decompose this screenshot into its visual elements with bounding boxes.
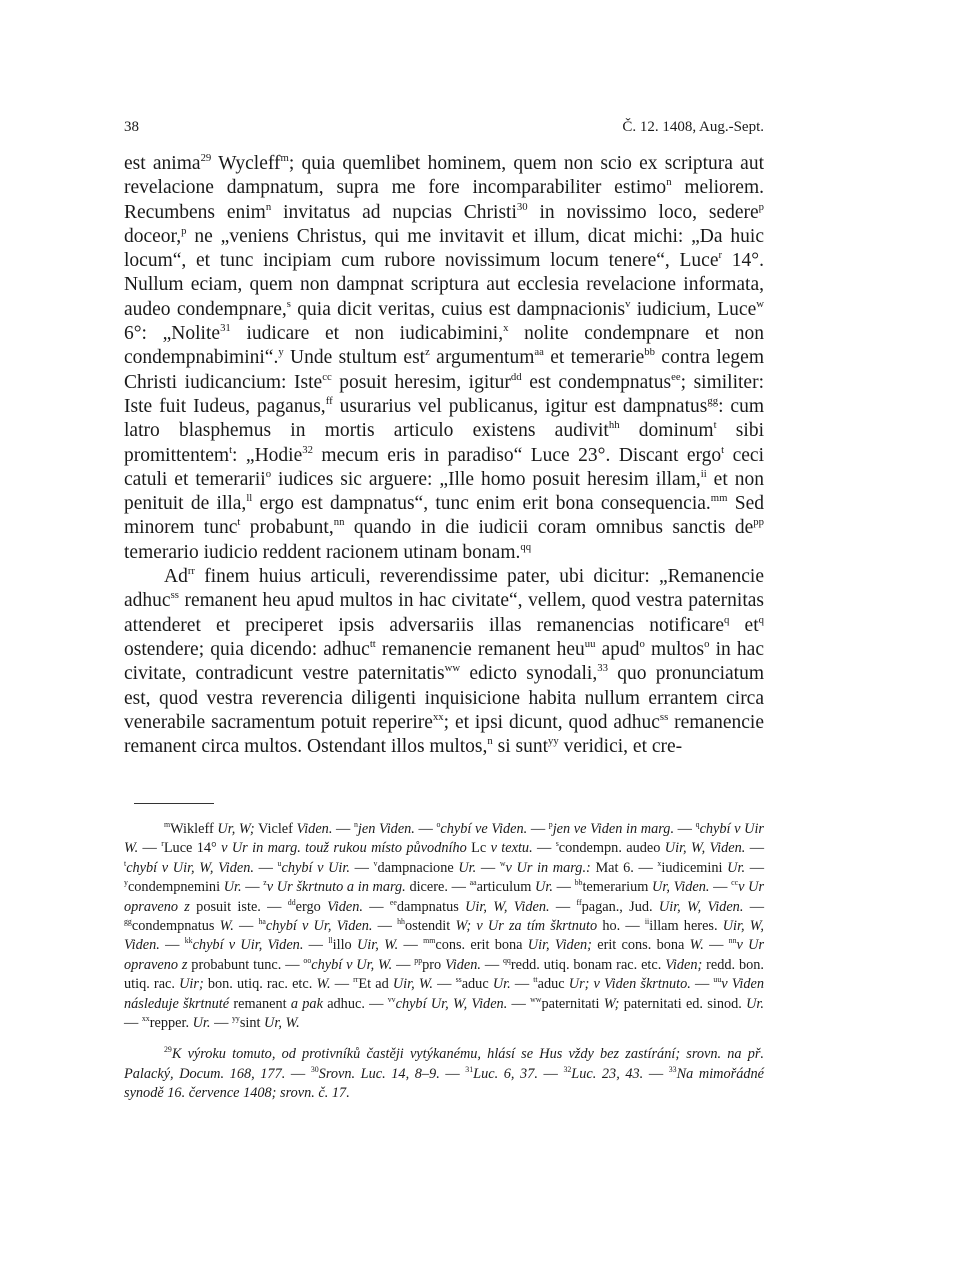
paragraph-1: est anima$^{29}$ Wycleff$^m$; quia quemlibet hominem, quem non scio ex scriptura aut revelacione dampnatum, supra me fore incomparabiliter estimo$^n$ meliorem. Recumbens enim$^n$ invitatus ad nupcias Christi$^{30}$ in novissimo loco, sedere$^p$ doceor,$^p$ ne „veniens Christus, qui me invitavit et illum, dicat michi: „Da huic locum“, et tunc incipiam cum rubore novissimum locum tenere“, Luce$^r$ 14°. Nullum eciam, quem non dampnat scriptura aut ecclesia revelacione informata, audeo condempnare,$^s$ quia dicit veritas, cuius est dampnacionis$^v$ iudicium, Luce$^w$ 6°: „Nolite$^{31}$ iudicare et non iudicabimini,$^x$ nolite condempnare et non condempnabimini“.$^y$ Unde stultum est$^z$ argumentum$^{aa}$ et temerarie$^{bb}$ contra legem Christi iudicancium: Iste$^{cc}$ posuit heresim, igitur$^{dd}$ est condempnatus$^{ee}$; similiter: Iste fuit Iudeus, paganus,$^{ff}$ usurarius vel publicanus, igitur est dampnatus$^{gg}$: cum latro blasphemus in mortis articulo existens audivit$^{hh}$ dominum$^t$ sibi promittentem$^t$: „Hodie$^{32}$ mecum eris in paradiso“ Luce 23°. Discant ergo$^t$ ceci catuli et temerarii$^o$ iudices sic arguere: „Ille homo posuit heresim illam,$^{ii}$ et non penituit de illa,$^{ll}$ ergo est dampnatus“, tunc enim erit bona consequencia.$^{mm}$ Sed minorem tunc$^t$ probabunt,$^{nn}$ quando in die iudicii coram omnibus sanctis $de^{pp}$ temerario iudicio reddent racionem utinam bonam.$^{qq}$ (124, 151, 765, 563)
footnotes (124, 820, 764, 1104)
critical-apparatus: $^m$Wikleff Ur, W; Viclef Viden. — $^n$jen Viden. — $^o$chybí ve Viden. — $^p$jen ve Viden in marg. — $^q$chybí v Uir W. — $^r$Luce 14° v Ur in marg. touž rukou místo původního Lc v textu. — $^s$condempn. audeo Uir, W, Viden. — $^t$chybí v Uir, W, Viden. — $^u$chybí v Uir. — $^v$dampnacione Ur. — $^w$v Ur in marg.: Mat 6. — $^x$iudicemini Ur. — $^y$condempnemini Ur. — $^z$v Ur škrtnuto a in marg. dicere. — $^{aa}$articulum Ur. — $^{bb}$temerarium Ur, Viden. — $^{cc}$v Ur opraveno z posuit iste. — $^{dd}$ergo Viden. — $^{ee}$dampnatus Uir, W, Viden. — $^{ff}$pagan., Jud. Uir, W, Viden. — $^{gg}$condempnatus W. — $^{ha}$chybí v Ur, Viden. — $^{hh}$ostendit W; v Ur za tím škrtnuto ho. — $^{ii}$illam heres. Uir, W, Viden. — $^{kk}$chybí v Uir, Viden. — $^{ll}$illo Uir, W. — $^{mm}$cons. erit bona Uir, Viden; erit cons. bona W. — $^{nn}$v Ur opraveno z probabunt tunc. — $^{oo}$chybí v Ur, W. — $^{pp}$pro Viden. — $^{qq}$redd. utiq. bonam rac. etc. Viden; redd. bon. utiq. rac. Uir; bon. utiq. rac. etc. W. — $^{rr}$Et ad Uir, W. — $^{ss}$aduc Ur. — $^{tt}$aduc Ur; v Viden škrtnuto. — $^{uu}$v Viden následuje škrtnuté remanent a pak adhuc. — $^{vv}$chybí Ur, W, Viden. — $^{ww}$paternitati W; paternitati ed. sinod. Ur. — $^{xx}$repper. Ur. — $^{yy}$sint Ur, W. (124, 820, 765, 1032)
running-head: Č. 12. 1408, Aug.-Sept. (622, 119, 764, 135)
page-header (124, 117, 764, 137)
paragraph-2: $Ad^{rr}$ finem huius articuli, reverendissime pater, ubi dicitur: „Remanencie adhuc$^{ss}$ remanent heu apud multos in hac civitate“, vellem, quod vestra paternitas attenderet et preciperet ipsis adversariis illas remanencias notificare$^q$ $et^q$ ostendere; quia dicendo: adhuc$^{tt}$ remanencie remanent heu$^{uu}$ apud$^o$ multos$^o$ in hac civitate, contradicunt vestre paternitatis$^{ww}$ edicto synodali,$^{33}$ quo pronunciatum est, quod vestra reverencia diligenti inquisicione habita nullum errantem circa venerabile sacramentum potuit reperire$^{xx}$; et ipsi dicunt, quod adhuc$^{ss}$ remanencie remanent circa multos. Ostendant illos multos,$^n$ si sunt$^{yy}$ veridici, et cre- (124, 565, 765, 758)
main-text (124, 152, 764, 759)
page-number: 38 (124, 119, 139, 135)
commentary-notes: $^{29}$K výroku tomuto, od protivníků častěji vytýkanému, hlásí se Hus vždy bez zastírání; srovn. na př. Palacký, Docum. 168, 177. — $^{30}$Srovn. Luc. 14, 8–9. — $^{31}$Luc. 6, 37. — $^{32}$Luc. 23, 43. — $^{33}$Na mimořádné synodě 16. července 1408; srovn. č. 17. (124, 1045, 765, 1102)
footnote-separator (134, 803, 214, 804)
